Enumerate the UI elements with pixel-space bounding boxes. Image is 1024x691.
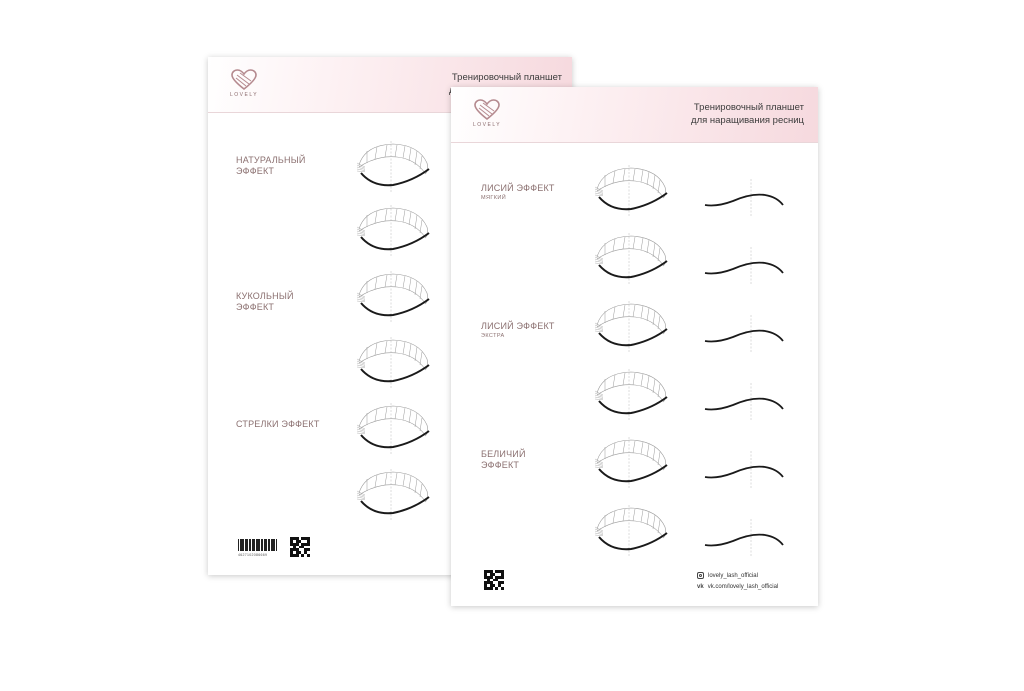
vk-icon: vk xyxy=(697,584,704,590)
lash-line-6 xyxy=(703,519,785,559)
eye-template-1 xyxy=(591,165,673,219)
instagram-handle: lovely_lash_official xyxy=(708,572,758,579)
qr-cell xyxy=(501,587,504,590)
section-sublabel-soft: МЯГКИЙ xyxy=(481,195,507,201)
training-sheet-front xyxy=(451,87,818,606)
lash-line-1 xyxy=(703,179,785,219)
eye-template-4 xyxy=(591,369,673,423)
heart-logo-icon xyxy=(231,69,257,91)
lovely-logo xyxy=(230,69,258,98)
section-label-arrows: СТРЕЛКИ ЭФФЕКТ xyxy=(236,419,320,429)
eye-template-2 xyxy=(353,205,435,259)
section-label-fox-extra: ЛИСИЙ ЭФФЕКТ xyxy=(481,321,555,331)
logo-text: LOVELY xyxy=(473,122,502,128)
header-title: Тренировочный планшет xyxy=(451,72,562,83)
instagram-icon xyxy=(697,572,704,579)
eye-template-3 xyxy=(591,301,673,355)
lash-line-5 xyxy=(703,451,785,491)
eye-template-5 xyxy=(591,437,673,491)
vk-url: vk.com/lovely_lash_official xyxy=(707,584,779,590)
section-label-doll: КУКОЛЬНЫЙ ЭФФЕКТ xyxy=(236,291,294,312)
qr-code xyxy=(484,570,504,590)
qr-code xyxy=(290,537,310,557)
lash-line-2 xyxy=(703,247,785,287)
section-sublabel-extra: ЭКСТРА xyxy=(481,333,505,339)
logo-text: LOVELY xyxy=(230,92,259,98)
barcode xyxy=(238,539,277,551)
eye-template-5 xyxy=(353,403,435,457)
section-label-fox-soft: ЛИСИЙ ЭФФЕКТ xyxy=(481,183,555,193)
lash-line-3 xyxy=(703,315,785,355)
lovely-logo xyxy=(473,99,501,128)
section-label-natural: НАТУРАЛЬНЫЙ ЭФФЕКТ xyxy=(236,155,306,176)
eye-template-6 xyxy=(591,505,673,559)
vk-link[interactable] xyxy=(697,584,778,590)
header-title: Тренировочный планшет для наращивания ресниц xyxy=(691,102,804,126)
eye-template-1 xyxy=(353,141,435,195)
sheet-header xyxy=(451,87,818,143)
instagram-link[interactable] xyxy=(697,572,758,579)
qr-cell xyxy=(307,554,310,557)
eye-template-6 xyxy=(353,469,435,523)
eye-template-2 xyxy=(591,233,673,287)
eye-template-3 xyxy=(353,271,435,325)
eye-template-4 xyxy=(353,337,435,391)
heart-logo-icon xyxy=(474,99,500,121)
barcode-number: 4627102086669 xyxy=(238,553,268,557)
lash-line-4 xyxy=(703,383,785,423)
barcode-bar xyxy=(276,539,277,551)
section-label-squirrel: БЕЛИЧИЙ ЭФФЕКТ xyxy=(481,449,526,470)
